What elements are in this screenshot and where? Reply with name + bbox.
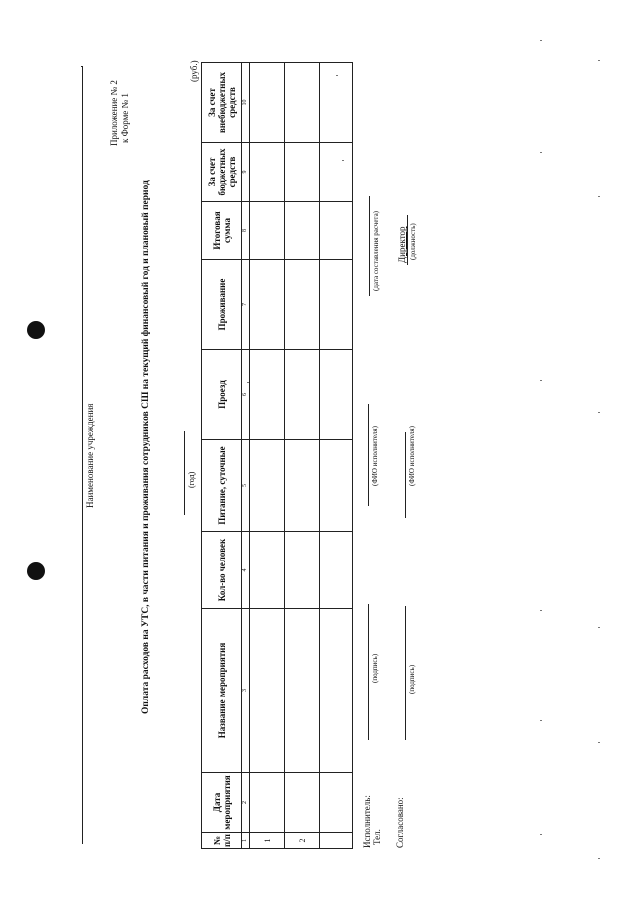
table-cell bbox=[250, 143, 285, 202]
table-cell bbox=[320, 350, 353, 440]
column-number: 3 bbox=[242, 609, 250, 773]
table-cell bbox=[320, 143, 353, 202]
header-cell-travel: Проезд bbox=[202, 350, 242, 440]
agreed-fio-caption: (ФИО исполнителя) bbox=[408, 426, 416, 486]
table-cell bbox=[285, 63, 320, 143]
column-number: 8 bbox=[242, 202, 250, 260]
column-number: 1 bbox=[242, 833, 250, 849]
position-line bbox=[407, 215, 408, 265]
appendix-line2: к Форме № 1 bbox=[120, 93, 130, 143]
scan-speck bbox=[598, 742, 600, 743]
currency-label: (руб.) bbox=[189, 60, 199, 82]
scan-speck bbox=[247, 382, 249, 383]
phone-label: Тел. bbox=[372, 829, 382, 845]
table-cell bbox=[250, 63, 285, 143]
row-number: 2 bbox=[285, 833, 320, 849]
row-number: 1 bbox=[250, 833, 285, 849]
director-label: Директор bbox=[397, 226, 407, 263]
year-underline bbox=[184, 431, 185, 515]
table-cell bbox=[285, 202, 320, 260]
punch-hole-top bbox=[27, 321, 45, 339]
scan-speck bbox=[540, 380, 542, 381]
document-title: Оплата расходов на УТС, в части питания и проживания сотрудников СШ на текущий финансовый год и плановый период bbox=[141, 180, 151, 714]
table-cell bbox=[285, 350, 320, 440]
table-cell bbox=[250, 773, 285, 833]
scan-speck bbox=[540, 40, 542, 41]
table-cell bbox=[320, 532, 353, 609]
executor-signature-line bbox=[368, 604, 369, 740]
date-line bbox=[369, 196, 370, 296]
executor-fio-caption: (ФИО исполнителя) bbox=[371, 426, 379, 486]
table-cell bbox=[250, 260, 285, 350]
table-row bbox=[285, 63, 320, 849]
table-cell bbox=[250, 202, 285, 260]
agreed-fio-line bbox=[405, 432, 406, 518]
scan-speck bbox=[598, 412, 600, 413]
table-row bbox=[250, 63, 285, 849]
institution-name-label: Наименование учреждения bbox=[85, 403, 95, 508]
executor-signature-caption: (подпись) bbox=[371, 653, 379, 683]
table-cell bbox=[320, 260, 353, 350]
table-cell bbox=[320, 202, 353, 260]
table-cell bbox=[250, 532, 285, 609]
table-cell bbox=[250, 350, 285, 440]
header-cell-people-count: Кол-во человек bbox=[202, 532, 242, 609]
table-cell bbox=[285, 440, 320, 532]
column-number: 6 bbox=[242, 350, 250, 440]
table-row bbox=[320, 63, 353, 849]
table-cell bbox=[285, 773, 320, 833]
year-label: (год) bbox=[187, 471, 196, 488]
column-number: 9 bbox=[242, 143, 250, 202]
column-number: 10 bbox=[242, 63, 250, 143]
agreed-signature-line bbox=[405, 606, 406, 740]
header-cell-accommodation: Проживание bbox=[202, 260, 242, 350]
agreed-label: Согласовано: bbox=[395, 797, 405, 848]
table-cell bbox=[250, 609, 285, 773]
scan-speck bbox=[598, 196, 600, 197]
table-cell bbox=[320, 440, 353, 532]
header-cell-extrabudget-funds: За счет внебюджетных средств bbox=[202, 63, 242, 143]
punch-hole-bottom bbox=[27, 562, 45, 580]
scan-speck bbox=[598, 858, 600, 859]
table-cell bbox=[250, 440, 285, 532]
scan-speck bbox=[598, 627, 600, 628]
table-cell bbox=[320, 609, 353, 773]
date-caption: (дата составления расчета) bbox=[372, 210, 380, 291]
scan-speck bbox=[540, 152, 542, 153]
row-number bbox=[320, 833, 353, 849]
expenses-table bbox=[201, 62, 353, 849]
header-cell-budget-funds: За счет бюджетных средств bbox=[202, 143, 242, 202]
agreed-signature-caption: (подпись) bbox=[408, 664, 416, 694]
scan-speck bbox=[342, 160, 344, 161]
table-cell bbox=[320, 773, 353, 833]
header-cell-total: Итоговая сумма bbox=[202, 202, 242, 260]
scan-speck bbox=[598, 60, 600, 61]
column-number: 7 bbox=[242, 260, 250, 350]
scan-speck bbox=[540, 834, 542, 835]
scan-speck bbox=[336, 75, 338, 76]
column-number: 5 bbox=[242, 440, 250, 532]
table-cell bbox=[285, 532, 320, 609]
header-cell-number: № п/п bbox=[202, 833, 242, 849]
scan-speck bbox=[540, 610, 542, 611]
header-cell-event-name: Название мероприятия bbox=[202, 609, 242, 773]
institution-underline bbox=[82, 66, 83, 844]
table-cell bbox=[285, 143, 320, 202]
position-caption: (должность) bbox=[409, 223, 417, 260]
table-cell bbox=[285, 260, 320, 350]
appendix-line1: Приложение № 2 bbox=[109, 80, 119, 146]
header-cell-date: Дата мероприятия bbox=[202, 773, 242, 833]
table-header-row bbox=[202, 63, 242, 849]
column-number-row bbox=[242, 63, 250, 849]
column-number: 2 bbox=[242, 773, 250, 833]
table-cell bbox=[285, 609, 320, 773]
executor-fio-line bbox=[368, 404, 369, 506]
executor-label: Исполнитель: bbox=[362, 795, 372, 848]
scan-speck bbox=[540, 720, 542, 721]
header-cell-meals: Питание, суточные bbox=[202, 440, 242, 532]
column-number: 4 bbox=[242, 532, 250, 609]
